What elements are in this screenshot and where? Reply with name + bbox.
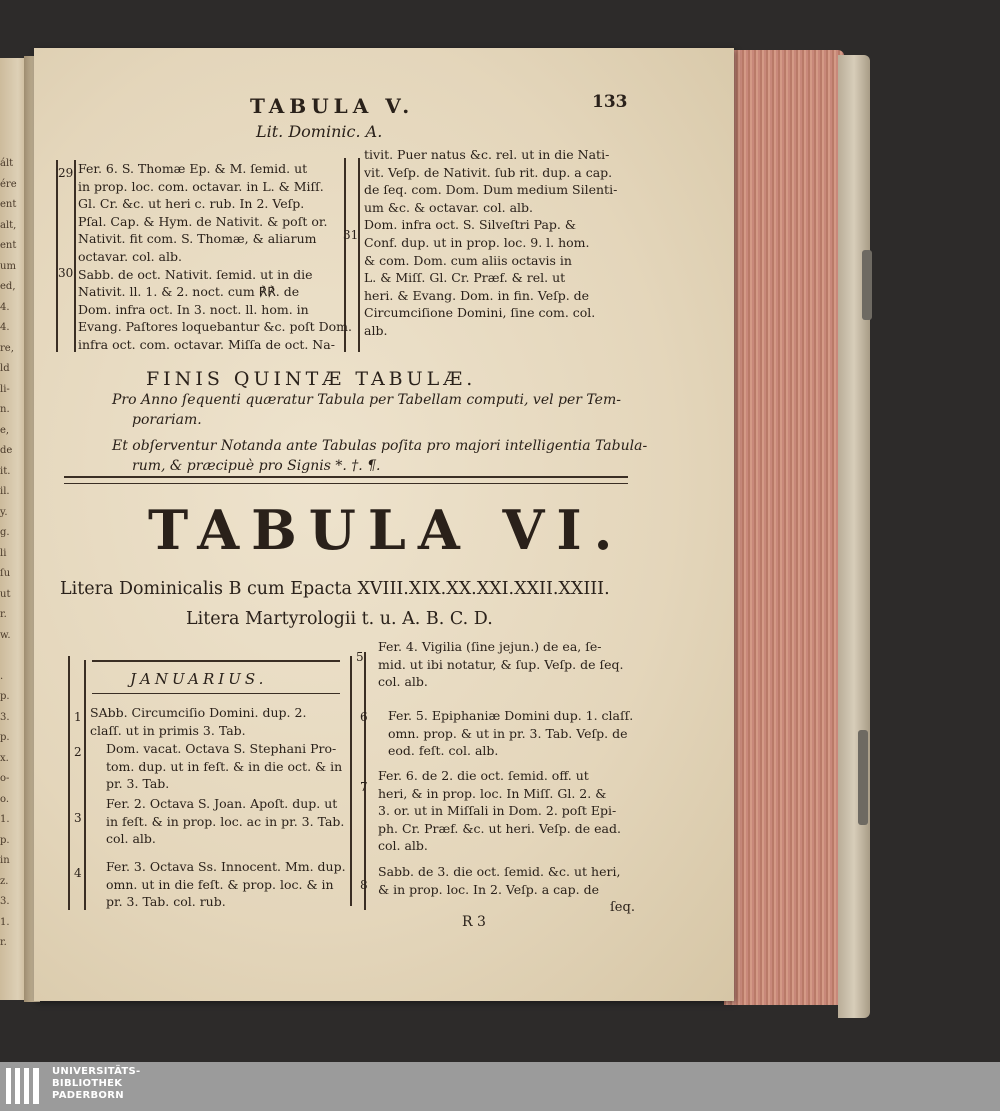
margin-fragment: ſu <box>0 568 11 579</box>
littera-dominicalis: Lit. Dominic. A. <box>256 122 383 141</box>
clasp-top <box>862 250 872 320</box>
text-line: Sabb. de 3. die oct. ſemid. &c. ut heri, <box>378 864 621 879</box>
text-line: omn. prop. & ut in pr. 3. Tab. Veſp. de <box>388 725 628 741</box>
column-rule <box>358 158 360 352</box>
text-line: omn. ut in die feſt. & prop. loc. & in <box>106 876 334 892</box>
text-line: Evang. Paſtores loquebantur &c. poſt Dom. <box>78 319 352 335</box>
margin-fragment: alt, <box>0 219 17 231</box>
right-entry <box>378 767 621 855</box>
margin-fragment: 3. <box>0 896 10 907</box>
text-line: 3. or. ut in Miſſali in Dom. 2. poſt Epi- <box>378 803 617 819</box>
text-line: Pſal. Cap. & Hym. de Nativit. & poſt or. <box>78 213 328 229</box>
text-line: & in prop. loc. In 2. Veſp. a cap. de <box>378 881 599 897</box>
right-entry <box>388 707 633 760</box>
januarius-entry <box>90 704 306 739</box>
day-number: 29 <box>58 166 74 180</box>
text-line: Fer. 5. Epiphaniæ Domini dup. 1. claſſ. <box>388 708 634 723</box>
text-line: eod. feſt. col. alb. <box>388 743 499 759</box>
text-line: Dom. vacat. Octava S. Stephani Pro- <box>106 741 337 756</box>
margin-fragment: il. <box>0 486 10 497</box>
text-line: & com. Dom. cum aliis octavis in <box>364 252 572 268</box>
text-line: Nativit. ll. 1. & 2. noct. cum ℟℟. de <box>78 284 300 300</box>
margin-fragment: y. <box>0 506 8 518</box>
text-line: tom. dup. ut in feſt. & in die oct. & in <box>106 758 343 774</box>
margin-fragment: in <box>0 855 10 866</box>
column-rule <box>56 160 58 352</box>
margin-fragment: ére <box>0 178 17 190</box>
margin-fragment: p. <box>0 691 10 702</box>
library-name-line: UNIVERSITÄTS- <box>52 1066 141 1077</box>
text-line: in feſt. & in prop. loc. ac in pr. 3. Tab. <box>106 813 345 829</box>
finis-line: Et obſerventur Notanda ante Tabulas poſita pro majori intelligentia Tabula- <box>112 438 648 454</box>
margin-fragment: r. <box>0 609 7 620</box>
divider-rule <box>64 483 628 484</box>
library-footer <box>0 1062 1000 1111</box>
page-number: 133 <box>592 92 628 112</box>
day-number: 31 <box>343 228 359 242</box>
text-line: col. alb. <box>378 674 428 690</box>
text-line: tivit. Puer natus &c. rel. ut in die Nati- <box>364 147 610 162</box>
text-line: Nativit. fit com. S. Thomæ, & aliarum <box>78 231 317 247</box>
januarius-entry <box>106 740 342 793</box>
day-number: 7 <box>360 780 368 794</box>
januarius-heading: JANUARIUS. <box>130 670 268 688</box>
margin-fragment: ld <box>0 363 10 374</box>
text-line: heri, & in prop. loc. In Miſſ. Gl. 2. & <box>378 785 607 801</box>
tabula-vi-title: TABULA VI. <box>148 498 625 562</box>
margin-fragment: r. <box>0 937 7 948</box>
margin-fragment: x. <box>0 752 9 764</box>
column-rule <box>84 660 86 910</box>
heading-rule <box>92 660 340 662</box>
text-line: L. & Miſſ. Gl. Cr. Præf. & rel. ut <box>364 270 566 286</box>
margin-fragment: . <box>0 670 4 682</box>
margin-fragment: o. <box>0 793 10 805</box>
text-line: vit. Veſp. de Nativit. ſub rit. dup. a cap. <box>364 164 613 180</box>
text-line: infra oct. com. octavar. Miſſa de oct. Na- <box>78 336 335 352</box>
text-line: Gl. Cr. &c. ut heri c. rub. In 2. Veſp. <box>78 196 305 212</box>
margin-fragment: li- <box>0 383 10 395</box>
margin-fragment: it. <box>0 465 11 477</box>
text-line: Fer. 4. Vigilia (ſine jejun.) de ea, ſe- <box>378 639 602 654</box>
margin-fragment: ed, <box>0 281 16 292</box>
margin-fragment: e, <box>0 424 10 436</box>
text-line: heri. & Evang. Dom. in fin. Veſp. de <box>364 287 590 303</box>
text-line: SAbb. Circumciſio Domini. dup. 2. <box>90 705 307 720</box>
margin-fragment: n. <box>0 404 10 415</box>
januarius-entry <box>106 858 346 911</box>
margin-fragment: ált <box>0 158 14 169</box>
clasp-bottom <box>858 730 868 825</box>
column-rule <box>74 160 76 352</box>
text-line: Circumciſione Domini, ſine com. col. <box>364 305 596 321</box>
column-rule <box>350 656 352 906</box>
text-line: Sabb. de oct. Nativit. ſemid. ut in die <box>78 266 313 282</box>
text-line: claſſ. ut in primis 3. Tab. <box>90 722 246 738</box>
top-left-column <box>78 160 352 354</box>
divider-rule <box>64 476 628 478</box>
text-line: Fer. 6. S. Thomæ Ep. & M. ſemid. ut <box>78 161 308 176</box>
margin-fragment: p. <box>0 834 10 846</box>
finis-line: Pro Anno ſequenti quæratur Tabula per Tabellam computi, vel per Tem- <box>112 392 621 408</box>
margin-fragment: 1. <box>0 916 10 928</box>
day-number: 4 <box>74 866 82 880</box>
margin-fragment: ent <box>0 199 17 210</box>
text-line: um &c. & octavar. col. alb. <box>364 199 534 215</box>
finis-line: rum, & præcipuè pro Signis *. †. ¶. <box>132 458 381 474</box>
margin-fragment: 4. <box>0 322 10 333</box>
book-page <box>34 48 734 1001</box>
text-line: pr. 3. Tab. col. rub. <box>106 894 226 910</box>
margin-fragment: 1. <box>0 814 10 825</box>
right-entry <box>378 863 620 898</box>
top-right-column <box>364 146 617 340</box>
page-edges <box>724 50 844 1005</box>
margin-fragment: 4. <box>0 301 10 313</box>
text-line: Fer. 6. de 2. die oct. ſemid. off. ut <box>378 768 589 783</box>
text-line: Fer. 2. Octava S. Joan. Apoſt. dup. ut <box>106 796 338 811</box>
margin-fragment: ent <box>0 240 17 251</box>
day-number: 8 <box>360 878 368 892</box>
januarius-entry <box>106 795 344 848</box>
day-number: 1 <box>74 710 82 724</box>
text-line: Dom. infra oct. In 3. noct. ll. hom. in <box>78 301 309 317</box>
margin-fragment: de <box>0 445 13 456</box>
library-name-line: BIBLIOTHEK <box>52 1078 123 1089</box>
signature-mark: R 3 <box>462 914 486 930</box>
day-number: 30 <box>58 266 74 280</box>
tabula-vi-subtitle: Litera Dominicalis B cum Epacta XVIII.XIX.XX.XXI.XXII.XXIII. <box>60 579 610 599</box>
margin-fragment: g. <box>0 527 10 538</box>
text-line: Fer. 3. Octava Ss. Innocent. Mm. dup. <box>106 859 346 874</box>
text-line: alb. <box>364 322 388 338</box>
margin-fragment: w. <box>0 629 11 641</box>
day-number: 3 <box>74 811 82 825</box>
tabula-v-heading: TABULA V. <box>250 94 415 118</box>
text-line: pr. 3. Tab. <box>106 776 170 792</box>
margin-fragment: li <box>0 547 7 559</box>
margin-fragment: re, <box>0 342 14 354</box>
book-cover <box>838 55 870 1018</box>
library-logo-icon <box>6 1068 46 1104</box>
day-number: 5 <box>356 650 364 664</box>
heading-rule <box>92 693 340 694</box>
text-line: Dom. infra oct. S. Silveſtri Pap. & <box>364 217 576 233</box>
library-name <box>52 1066 141 1102</box>
finis-line: porariam. <box>132 412 202 428</box>
margin-fragment: z. <box>0 875 9 887</box>
margin-fragment: 3. <box>0 711 10 723</box>
text-line: col. alb. <box>378 838 428 854</box>
text-line: in prop. loc. com. octavar. in L. & Miſſ. <box>78 178 324 194</box>
text-line: col. alb. <box>106 831 156 847</box>
text-line: ph. Cr. Præf. &c. ut heri. Veſp. de ead. <box>378 820 621 836</box>
text-line: octavar. col. alb. <box>78 248 182 264</box>
margin-fragment: ut <box>0 588 11 600</box>
day-number: 6 <box>360 710 368 724</box>
column-rule <box>68 656 70 910</box>
martyrologii-line: Litera Martyrologii t. u. A. B. C. D. <box>186 609 493 629</box>
margin-fragment: um <box>0 260 16 272</box>
library-name-line: PADERBORN <box>52 1090 124 1101</box>
text-line: Conf. dup. ut in prop. loc. 9. l. hom. <box>364 234 590 250</box>
margin-fragment: p. <box>0 732 10 743</box>
finis-title: FINIS QUINTÆ TABULÆ. <box>146 368 477 390</box>
catchword: ſeq. <box>610 900 635 915</box>
text-line: de ſeq. com. Dom. Dum medium Silenti- <box>364 182 618 198</box>
margin-fragment: o- <box>0 773 10 784</box>
right-entry <box>378 638 623 691</box>
day-number: 2 <box>74 745 82 759</box>
text-line: mid. ut ibi notatur, & ſup. Veſp. de ſeq. <box>378 656 624 672</box>
